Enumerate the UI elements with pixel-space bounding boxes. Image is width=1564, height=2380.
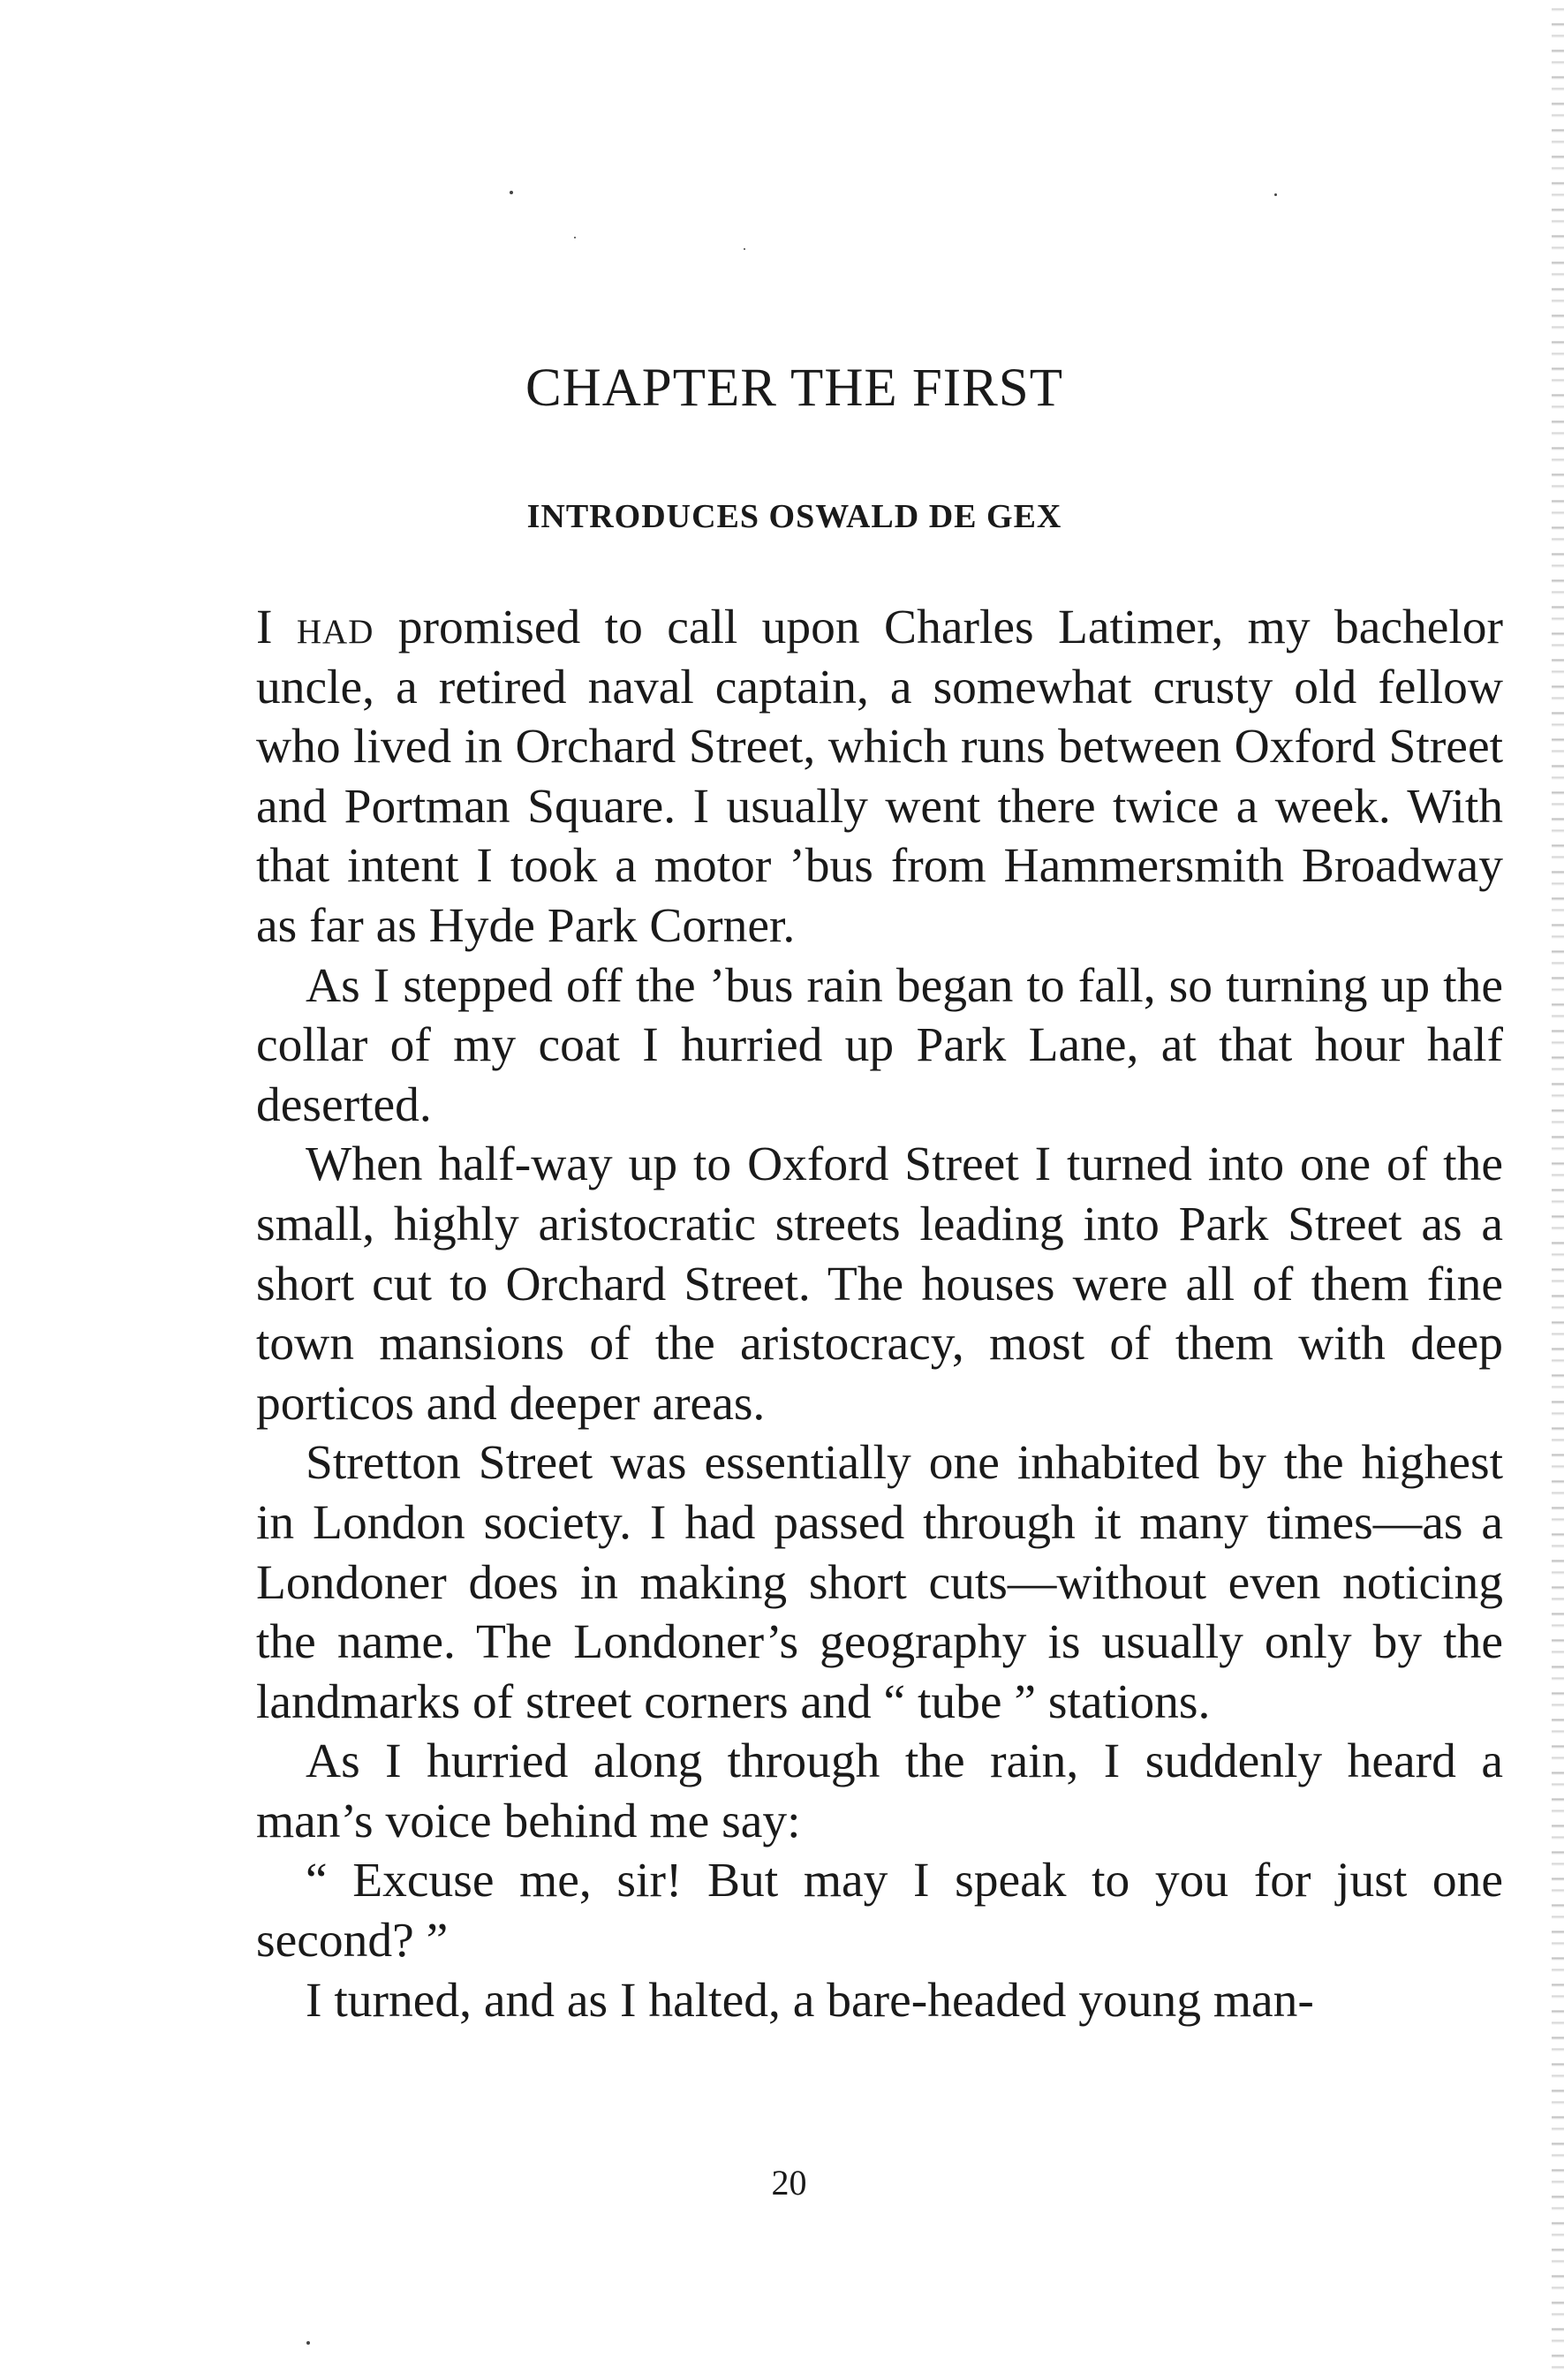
paragraph: As I stepped off the ’bus rain began to fall, so turning up the collar of my coat I hurried up Park Lane, at that hour half deserted. [256,958,1503,1132]
paragraph: When half-way up to Oxford Street I turned into one of the small, highly aristocratic streets leading into Park Street as a short cut to Orchard Street. The houses were all of them fine town mansions of the aristocracy, most of them with deep porticos and deeper areas. [256,1137,1503,1431]
paragraph: Stretton Street was essentially one inhabited by the highest in London society. I had passed through it many times—as a Londoner does in making short cuts—without even noticing the name. The Londoner’s geography is usually only by the landmarks of street corners and “ tube ” stations. [256,1436,1503,1729]
paragraph: “ Excuse me, sir! But may I speak to you for just one second? ” [256,1854,1503,1968]
chapter-subtitle: INTRODUCES OSWALD DE GEX [526,498,1062,535]
paragraph-text: promised to call upon Charles Latimer, my bachelor uncle, a retired naval captain, a somewhat crusty old fellow who lived in Orchard Street, which runs between Oxford Street and Portman Square. I usually went there twice a week. With that intent I took a motor ’bus from Hammersmith Broadway as far as Hyde Park Corner. [256,601,1503,953]
page-number: 20 [771,2163,807,2202]
scan-speck [574,237,576,238]
paragraph: As I hurried along through the rain, I suddenly heard a man’s voice behind me say: [256,1734,1503,1848]
paragraph: I turned, and as I halted, a bare-headed young man- [306,1973,1314,2028]
paragraph [256,598,1503,956]
scan-speck [1274,193,1277,196]
scan-speck [744,248,745,250]
paragraph-lead: I [256,601,297,654]
chapter-body [256,598,1503,2030]
scan-speck [306,2341,310,2345]
chapter-title: CHAPTER THE FIRST [525,359,1063,418]
paragraph-lead-smallcaps: had [296,601,374,654]
scan-speck [510,191,513,194]
